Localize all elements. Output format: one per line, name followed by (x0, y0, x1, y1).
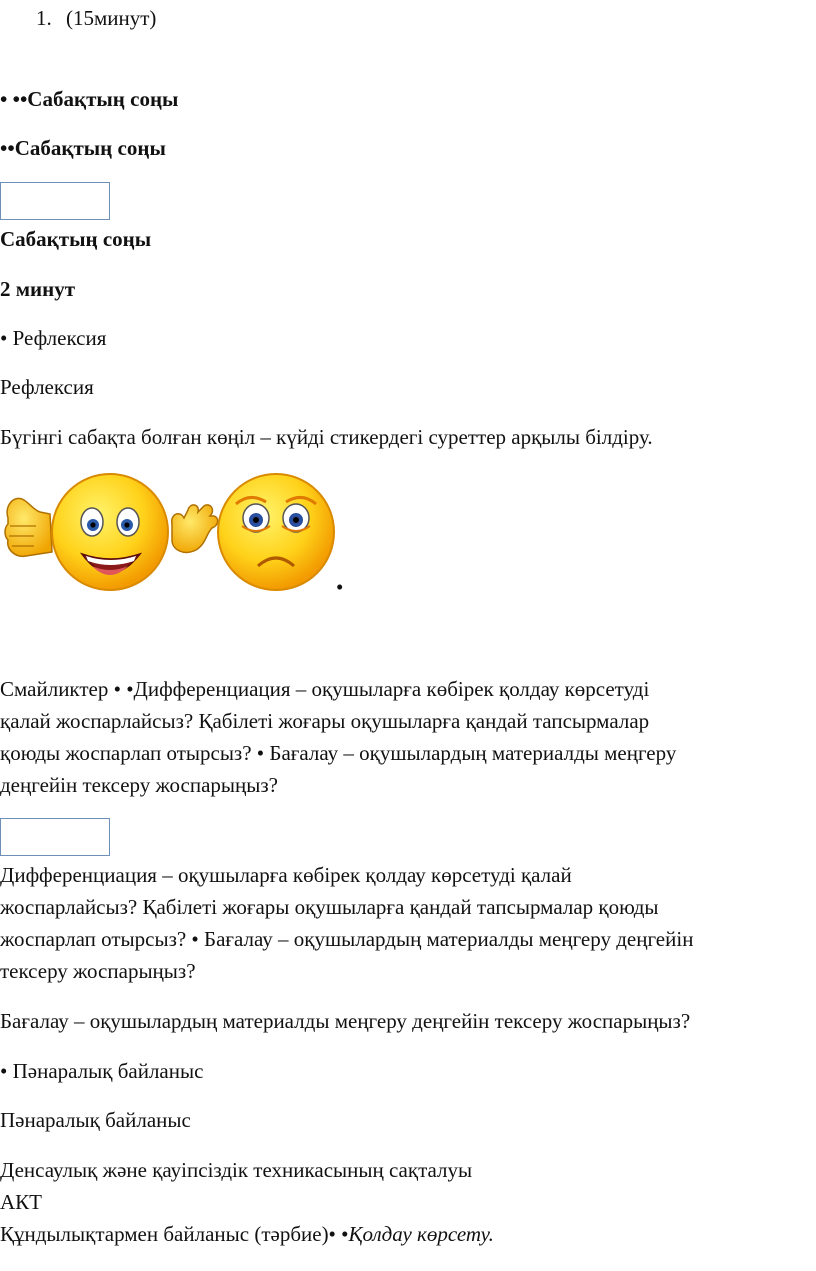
duration-note: (15минут) (66, 6, 157, 30)
assessment-line: Бағалау – оқушылардың материалды меңгеру деңгейін тексеру жоспарыңыз? (0, 1009, 691, 1033)
ict-line: АКТ (0, 1190, 42, 1214)
empty-text-box (0, 182, 110, 220)
happy-smiley-image (0, 470, 220, 595)
sad-smiley-image (214, 470, 338, 594)
list-number: 1. (36, 6, 52, 30)
duration-2-min: 2 минут (0, 277, 76, 301)
smileys-differentiation-paragraph: Смайликтер • •Дифференциация – оқушыларға көбірек қолдау көрсетуді қалай жоспарлайсыз? Қабілеті жоғары оқушыларға қандай тапсырмалар қоюды жоспарлап отырсыз? • Бағалау – оқушылардың материалды меңгеру деңгейін тексеру жоспарыңыз? (0, 677, 677, 797)
heading-lesson-end-double-bullet: ••Сабақтың соңы (0, 136, 166, 160)
interdisciplinary-bullet: • Пәнаралық байланыс (0, 1059, 204, 1083)
support-italic: Қолдау көрсету. (348, 1222, 494, 1246)
differentiation-paragraph: Дифференциация – оқушыларға көбірек қолдау көрсетуді қалай жоспарлайсыз? Қабілеті жоғары оқушыларға қандай тапсырмалар қоюды жоспарлап отырсыз? • Бағалау – оқушылардың материалды меңгеру деңгейін тексеру жоспарыңыз? (0, 863, 694, 983)
interdisciplinary-title: Пәнаралық байланыс (0, 1108, 191, 1132)
reflection-instruction: Бүгінгі сабақта болған көңіл – күйді стикердегі суреттер арқылы білдіру. (0, 425, 653, 449)
values-text: Құндылықтармен байланыс (тәрбие)• • (0, 1222, 349, 1246)
reflection-title: Рефлексия (0, 375, 94, 399)
empty-text-box-2 (0, 818, 110, 856)
heading-lesson-end-bulleted: • ••Сабақтың соңы (0, 87, 179, 111)
reflection-bullet: • Рефлексия (0, 326, 107, 350)
heading-lesson-end: Сабақтың соңы (0, 227, 152, 251)
image-trailing-bullet: • (336, 575, 344, 599)
health-safety-line: Денсаулық және қауіпсіздік техникасының сақталуы (0, 1158, 473, 1182)
values-line (0, 1221, 494, 1247)
